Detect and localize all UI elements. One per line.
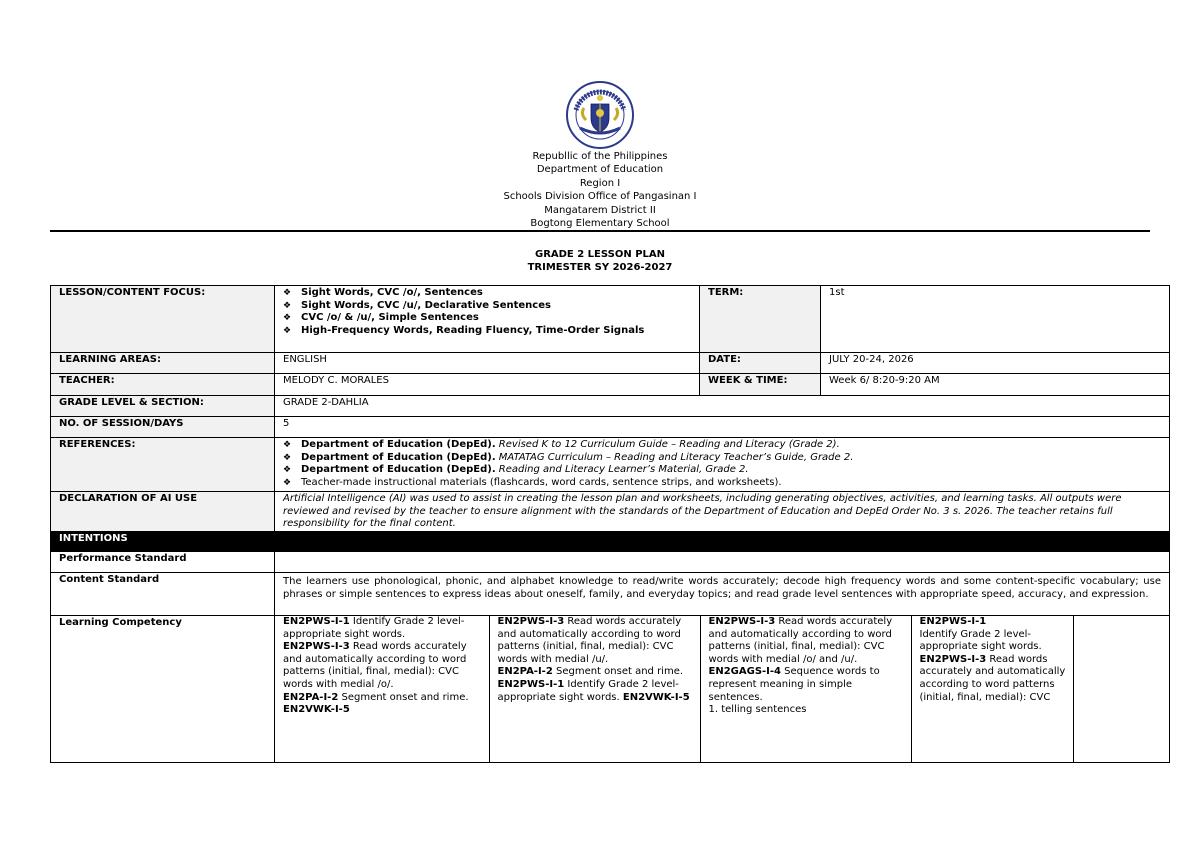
bullet-icon: ❖ [283, 300, 292, 311]
title-lesson-plan: GRADE 2 LESSON PLAN [534, 249, 666, 260]
school-header [0, 150, 1200, 230]
header-divider [50, 230, 1150, 232]
reference-item: ❖ Department of Education (DepEd). MATATAG Curriculum – Reading and Literacy Teacher’s Guide, Grade 2. [283, 451, 854, 463]
row-sessions [51, 417, 1170, 438]
lesson-plan-table [50, 285, 1170, 763]
deped-seal-logo [560, 80, 640, 150]
focus-item: ❖ CVC /o/ & /u/, Simple Sentences [283, 312, 479, 324]
focus-item: ❖ Sight Words, CVC /u/, Declarative Sentences [283, 299, 551, 311]
label-ai-declaration: DECLARATION OF AI USE [51, 492, 275, 532]
teacher-value: MELODY C. MORALES [275, 374, 700, 396]
competency-day-2: EN2PWS-I-3 Read words accurately and automatically according to word patterns (initial, final, medial): CVC words with medial /u/. EN2PA-I-2 Segment onset and rime. EN2PWS-I-1 Identify Grade 2 level-appropriate sight words. EN2VWK-I-5 [489, 616, 700, 762]
bullet-icon: ❖ [283, 288, 292, 298]
label-term: TERM: [700, 286, 821, 353]
learning-areas-value: ENGLISH [275, 353, 700, 374]
week-time-value: Week 6/ 8:20-9:20 AM [821, 374, 1170, 396]
competency-grid [275, 616, 1170, 763]
grade-level-value: GRADE 2-DAHLIA [275, 396, 1170, 417]
header-line-district: Mangatarem District II [544, 204, 656, 216]
label-learning-competency: Learning Competency [51, 616, 275, 763]
label-sessions: NO. OF SESSION/DAYS [51, 417, 275, 438]
focus-item: ❖ Sight Words, CVC /o/, Sentences [283, 287, 483, 298]
sessions-value: 5 [275, 417, 1170, 438]
row-grade-level [51, 396, 1170, 417]
row-learning-competency [51, 616, 1170, 763]
label-teacher: TEACHER: [51, 374, 275, 396]
ai-declaration-value: Artificial Intelligence (AI) was used to assist in creating the lesson plan and worksheets, including generating objectives, activities, and learning tasks. All outputs were reviewed and revised by the teacher to ensure alignment with the standards of the Department of Education and DepEd Order No. 3 s. 2026. The teacher retains full responsibility for the final content. [275, 492, 1170, 532]
date-value: JULY 20-24, 2026 [821, 353, 1170, 374]
reference-item: ❖ Department of Education (DepEd). Revised K to 12 Curriculum Guide – Reading and Literacy (Grade 2). [283, 439, 840, 450]
label-date: DATE: [700, 353, 821, 374]
row-learning-areas [51, 353, 1170, 374]
intentions-bar [275, 532, 1170, 552]
reference-item: ❖ Teacher-made instructional materials (flashcards, word cards, sentence strips, and worksheets). [283, 476, 782, 488]
competency-day-5 [1073, 616, 1169, 762]
label-performance-standard: Performance Standard [51, 552, 275, 573]
competency-day-4: EN2PWS-I-1 Identify Grade 2 level-appropriate sight words. EN2PWS-I-3 Read words accurately and automatically according to word patterns (initial, final, medial): CVC [911, 616, 1073, 762]
competency-columns [275, 616, 1169, 762]
term-value: 1st [821, 286, 1170, 353]
header-line-division: Schools Division Office of Pangasinan I [503, 191, 697, 203]
bullet-icon: ❖ [283, 452, 292, 463]
bullet-icon: ❖ [283, 440, 292, 450]
label-lesson-focus: LESSON/CONTENT FOCUS: [51, 286, 275, 353]
bullet-icon: ❖ [283, 313, 292, 324]
label-content-standard: Content Standard [51, 573, 275, 616]
header-line-school: Bogtong Elementary School [530, 218, 670, 230]
performance-standard-value [275, 552, 1170, 573]
content-standard-value: The learners use phonological, phonic, and alphabet knowledge to read/write words accurately; decode high frequency words and some content-specific vocabulary; use phrases or simple sentences to express ideas about oneself, family, and everyday topics; and read grade level sentences with appropriate speed, accuracy, and expression. [275, 573, 1170, 616]
row-ai-declaration [51, 492, 1170, 532]
bullet-icon: ❖ [283, 465, 292, 476]
row-intentions [51, 532, 1170, 552]
row-lesson-focus [51, 286, 1170, 353]
lesson-focus-list [275, 286, 700, 353]
row-content-standard [51, 573, 1170, 616]
label-grade-level: GRADE LEVEL & SECTION: [51, 396, 275, 417]
header-line-department: Department of Education [536, 164, 664, 176]
label-week-time: WEEK & TIME: [700, 374, 821, 396]
competency-day-1: EN2PWS-I-1 Identify Grade 2 level- appropriate sight words. EN2PWS-I-3 Read words accurately and automatically according to word patterns (initial, final, medial): CVC words with medial /o/. EN2PA-I-2 Segment onset and rime. EN2VWK-I-5 [275, 616, 489, 762]
bullet-icon: ❖ [283, 325, 292, 336]
references-list [275, 438, 1170, 492]
row-performance-standard [51, 552, 1170, 573]
label-intentions: INTENTIONS [51, 532, 275, 552]
header-line-republic: Republlic of the Philippines [532, 151, 668, 162]
focus-item: ❖ High-Frequency Words, Reading Fluency, Time-Order Signals [283, 324, 645, 336]
row-teacher [51, 374, 1170, 396]
reference-item: ❖ Department of Education (DepEd). Reading and Literacy Learner’s Material, Grade 2. [283, 464, 749, 476]
title-trimester: TRIMESTER SY 2026-2027 [527, 262, 673, 273]
bullet-icon: ❖ [283, 477, 292, 488]
label-references: REFERENCES: [51, 438, 275, 492]
competency-day-3: EN2PWS-I-3 Read words accurately and automatically according to word patterns (initial, final, medial): CVC words with medial /o/ and /u/. EN2GAGS-I-4 Sequence words to represent meaning in simple sentences. 1. telling sentences [700, 616, 911, 762]
document-title [0, 248, 1200, 274]
row-references [51, 438, 1170, 492]
header-line-region: Region I [579, 177, 621, 189]
label-learning-areas: LEARNING AREAS: [51, 353, 275, 374]
